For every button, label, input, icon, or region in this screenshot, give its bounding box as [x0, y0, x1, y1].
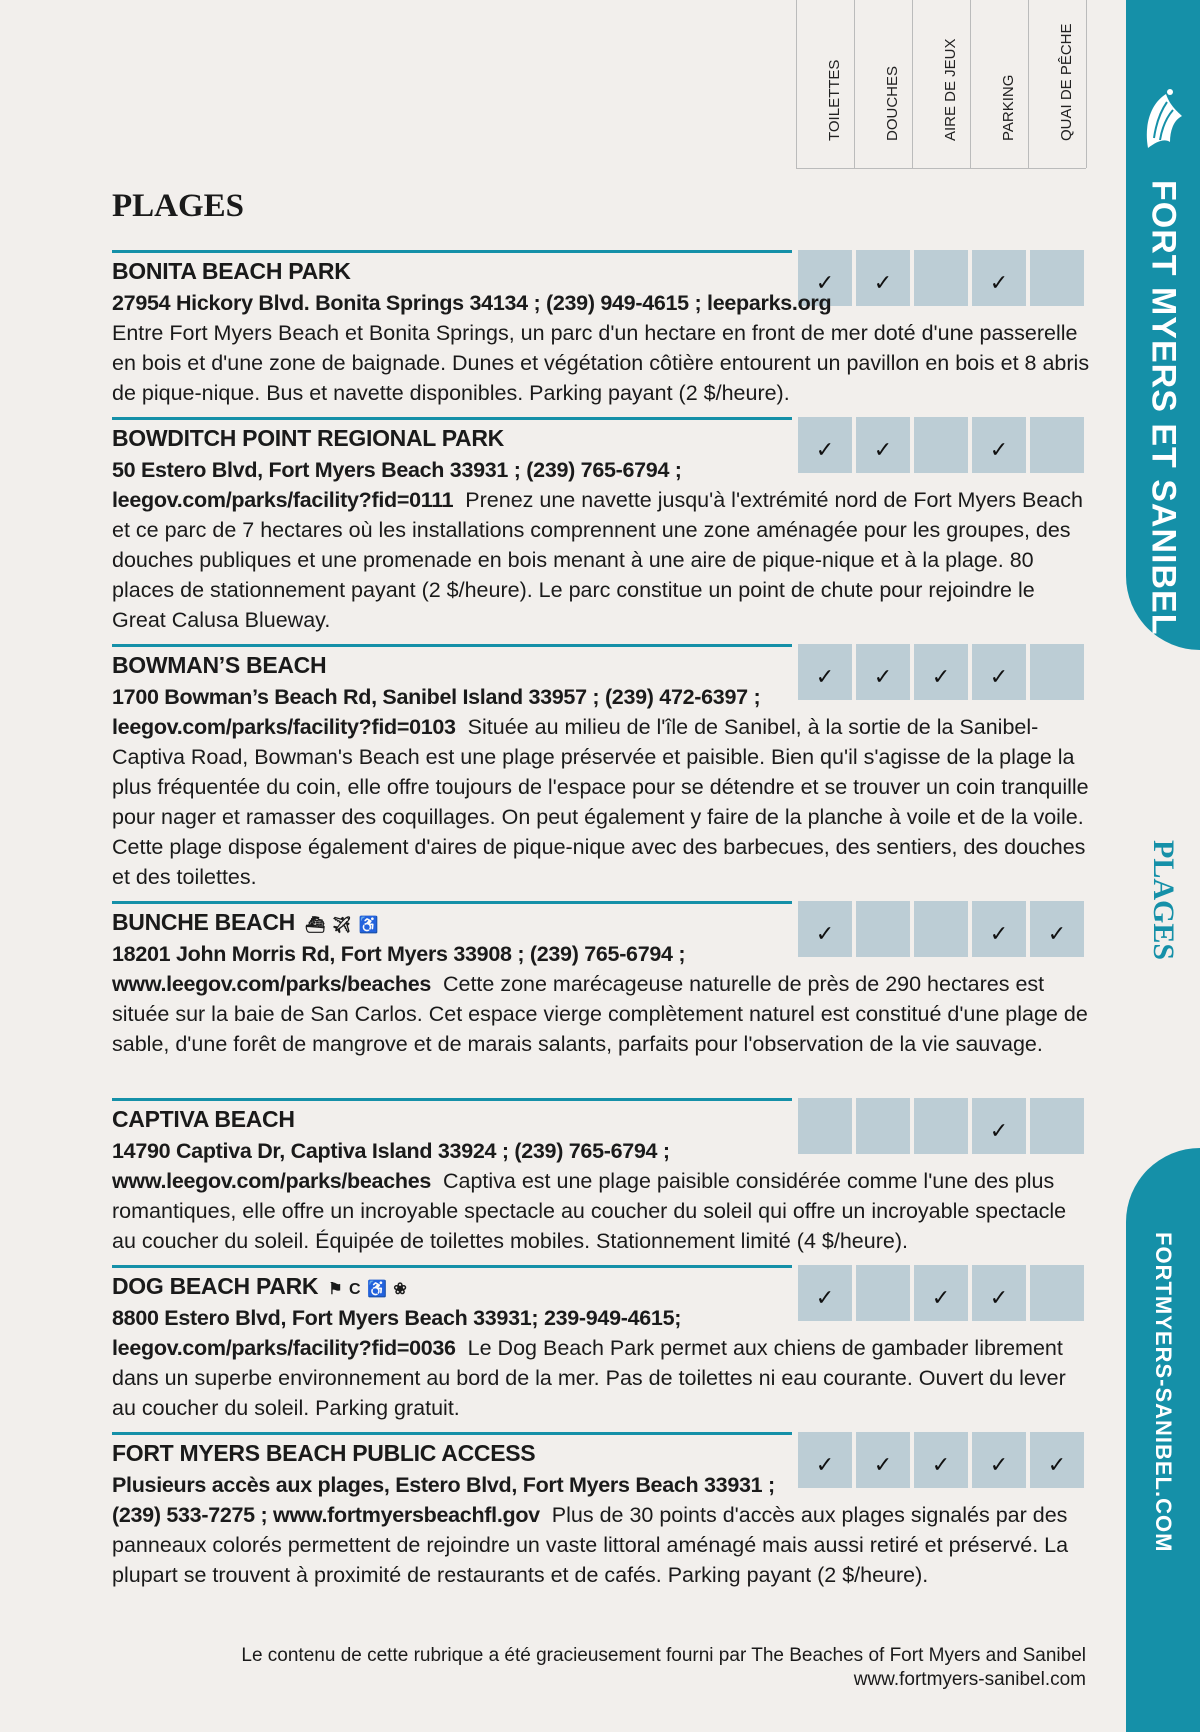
- beach-name: DOG BEACH PARK ⚑ C ♿ ❀: [112, 1273, 408, 1299]
- beach-link[interactable]: leegov.com/parks/facility?fid=0103: [112, 715, 456, 739]
- entry-divider: [112, 417, 792, 420]
- beach-address: Plusieurs accès aux plages, Estero Blvd, Fort Myers Beach 33931 ;: [112, 1473, 775, 1497]
- column-header-douches: DOUCHES: [854, 0, 912, 168]
- section-tag: PLAGES: [1147, 840, 1180, 961]
- footer-credit-text: Le contenu de cette rubrique a été gracieusement fourni par The Beaches of Fort Myers and Sanibel: [241, 1645, 1086, 1666]
- beach-address: 1700 Bowman’s Beach Rd, Sanibel Island 33957 ; (239) 472-6397 ;: [112, 685, 761, 709]
- beach-link[interactable]: leegov.com/parks/facility?fid=0036: [112, 1336, 456, 1360]
- amenity-toilettes-check-icon: ✓: [798, 901, 852, 957]
- amenity-aire-de-jeux-check-icon: ✓: [914, 1432, 968, 1488]
- sidebar-brand-band: [1126, 0, 1200, 650]
- column-header-toilettes: TOILETTES: [796, 0, 854, 168]
- beach-link[interactable]: (239) 533-7275 ; www.fortmyersbeachfl.gov: [112, 1503, 540, 1527]
- beach-description: 50 Estero Blvd, Fort Myers Beach 33931 ; (239) 765-6794 ; leegov.com/parks/facility?fid=0111 Prenez une navette jusqu'à l'extrémité nord de Fort Myers Beach et ce parc de 7 hectares où les installations comprennent une zone aménagée pour les groupes, des douches publiques et une promenade en bois menant à une aire de pique-nique et à la plage. 80 places de stationnement payant (2 $/heure). Le parc constitue un point de chute pour rejoindre le Great Calusa Blueway.: [112, 458, 1083, 632]
- beach-description: 18201 John Morris Rd, Fort Myers 33908 ; (239) 765-6794 ; www.leegov.com/parks/beaches Cette zone marécageuse naturelle de près de 290 hectares est située sur la baie de San Carlos. Cet espace vierge complètement naturel est constitué d'une plage de sable, d'une forêt de mangrove et de marais salants, parfaits pour l'observation de la vie sauvage.: [112, 942, 1088, 1056]
- amenity-quai-de-peche-check-icon: ✓: [1030, 1432, 1084, 1488]
- entry-divider: [112, 1098, 792, 1101]
- amenity-douches-check-icon: ✓: [856, 644, 910, 700]
- amenity-quai-de-peche-check-icon: ✓: [1030, 901, 1084, 957]
- entry-divider: [112, 901, 792, 904]
- beach-link[interactable]: leegov.com/parks/facility?fid=0111: [112, 488, 454, 512]
- amenity-column-headers: [796, 0, 1086, 168]
- amenity-parking-check-icon: ✓: [972, 1098, 1026, 1154]
- beach-name: BOWMAN’S BEACH: [112, 652, 327, 678]
- beach-description: 1700 Bowman’s Beach Rd, Sanibel Island 33957 ; (239) 472-6397 ; leegov.com/parks/facility?fid=0103 Située au milieu de l'île de Sanibel, à la sortie de la Sanibel-Captiva Road, Bowman's Beach est une plage préservée et paisible. Bien qu'il s'agisse de la plage la plus fréquentée du coin, elle offre toujours de l'espace pour se détendre et se trouver un coin tranquille pour nager et ramasser des coquillages. On peut également y faire de la planche à voile et de la voile. Cette plage dispose également d'aires de pique-nique avec des barbecues, des sentiers, des douches et des toilettes.: [112, 685, 1089, 889]
- amenity-parking-check-icon: ✓: [972, 901, 1026, 957]
- activity-icons: ⚑ C ♿ ❀: [328, 1281, 408, 1298]
- amenity-douches-check-icon: ✓: [856, 417, 910, 473]
- column-header-divider: [796, 168, 1086, 169]
- amenity-douches-check-icon: ✓: [856, 250, 910, 306]
- activity-icons: ⛴ ✈ ♿: [304, 917, 380, 934]
- column-header-quai-de-peche: QUAI DE PÊCHE: [1028, 0, 1087, 168]
- beach-address: 14790 Captiva Dr, Captiva Island 33924 ; (239) 765-6794 ;: [112, 1139, 670, 1163]
- beach-description: Plusieurs accès aux plages, Estero Blvd, Fort Myers Beach 33931 ; (239) 533-7275 ; www.fortmyersbeachfl.gov Plus de 30 points d'accès aux plages signalés par des panneaux colorés permettent de rejoindre un vaste littoral aménagé mais aussi retiré et préservé. La plupart se trouvent à proximité de restaurants et de cafés. Parking payant (2 $/heure).: [112, 1473, 1069, 1587]
- brand-name: FORT MYERS ET SANIBEL: [1144, 180, 1183, 636]
- beach-description: 14790 Captiva Dr, Captiva Island 33924 ; (239) 765-6794 ; www.leegov.com/parks/beaches Captiva est une plage paisible considérée comme l'une des plus romantiques, elle offre un incroyable spectacle au coucher du soleil qui offre un incroyable spectacle au coucher du soleil. Équipée de toilettes mobiles. Stationnement limité (4 $/heure).: [112, 1139, 1067, 1253]
- shell-logo-icon: [1140, 86, 1186, 156]
- amenity-toilettes-check-icon: ✓: [798, 1432, 852, 1488]
- amenity-toilettes-check-icon: ✓: [798, 250, 852, 306]
- column-header-parking: PARKING: [970, 0, 1028, 168]
- beach-address: 27954 Hickory Blvd. Bonita Springs 34134 ; (239) 949-4615 ; leeparks.org: [112, 291, 832, 315]
- beach-link[interactable]: www.leegov.com/parks/beaches: [112, 972, 432, 996]
- beach-name: BUNCHE BEACH ⛴ ✈ ♿: [112, 909, 380, 935]
- entry-divider: [112, 1265, 792, 1268]
- website-tag[interactable]: FORTMYERS-SANIBEL.COM: [1151, 1232, 1176, 1553]
- beach-address: 50 Estero Blvd, Fort Myers Beach 33931 ; (239) 765-6794 ;: [112, 458, 682, 482]
- page-title: PLAGES: [112, 188, 245, 224]
- beach-name: CAPTIVA BEACH: [112, 1106, 295, 1132]
- beach-description: 8800 Estero Blvd, Fort Myers Beach 33931; 239-949-4615; leegov.com/parks/facility?fid=0036 Le Dog Beach Park permet aux chiens de gambader librement dans un superbe environnement au bord de la mer. Pas de toilettes ni eau courante. Ouvert du lever au coucher du soleil. Parking gratuit.: [112, 1306, 1066, 1420]
- amenity-parking-check-icon: ✓: [972, 250, 1026, 306]
- beach-address: 8800 Estero Blvd, Fort Myers Beach 33931; 239-949-4615;: [112, 1306, 682, 1330]
- amenity-parking-check-icon: ✓: [972, 417, 1026, 473]
- beach-name: BONITA BEACH PARK: [112, 258, 351, 284]
- footer-credit: [241, 1644, 1086, 1692]
- amenity-aire-de-jeux-check-icon: ✓: [914, 644, 968, 700]
- beach-description: 27954 Hickory Blvd. Bonita Springs 34134 ; (239) 949-4615 ; leeparks.org Entre Fort Myers Beach et Bonita Springs, un parc d'un hectare en front de mer doté d'une passerelle en bois et d'une zone de baignade. Dunes et végétation côtière entourent un pavillon en bois et 8 abris de pique-nique. Bus et navette disponibles. Parking payant (2 $/heure).: [112, 291, 1090, 405]
- entry-divider: [112, 250, 792, 253]
- amenity-aire-de-jeux-check-icon: ✓: [914, 1265, 968, 1321]
- amenity-toilettes-check-icon: ✓: [798, 644, 852, 700]
- column-header-aire-de-jeux: AIRE DE JEUX: [912, 0, 970, 168]
- amenity-toilettes-check-icon: ✓: [798, 417, 852, 473]
- entry-divider: [112, 644, 792, 647]
- beach-address: 18201 John Morris Rd, Fort Myers 33908 ; (239) 765-6794 ;: [112, 942, 686, 966]
- beach-link[interactable]: www.leegov.com/parks/beaches: [112, 1169, 432, 1193]
- footer-website-link[interactable]: www.fortmyers-sanibel.com: [853, 1669, 1086, 1690]
- amenity-toilettes-check-icon: ✓: [798, 1265, 852, 1321]
- beach-name: FORT MYERS BEACH PUBLIC ACCESS: [112, 1440, 536, 1466]
- amenity-parking-check-icon: ✓: [972, 1265, 1026, 1321]
- beach-name: BOWDITCH POINT REGIONAL PARK: [112, 425, 504, 451]
- amenity-douches-check-icon: ✓: [856, 1432, 910, 1488]
- amenity-parking-check-icon: ✓: [972, 1432, 1026, 1488]
- entry-divider: [112, 1432, 792, 1435]
- sidebar: [1126, 0, 1200, 1732]
- amenity-parking-check-icon: ✓: [972, 644, 1026, 700]
- sidebar-website-band: [1126, 1148, 1200, 1732]
